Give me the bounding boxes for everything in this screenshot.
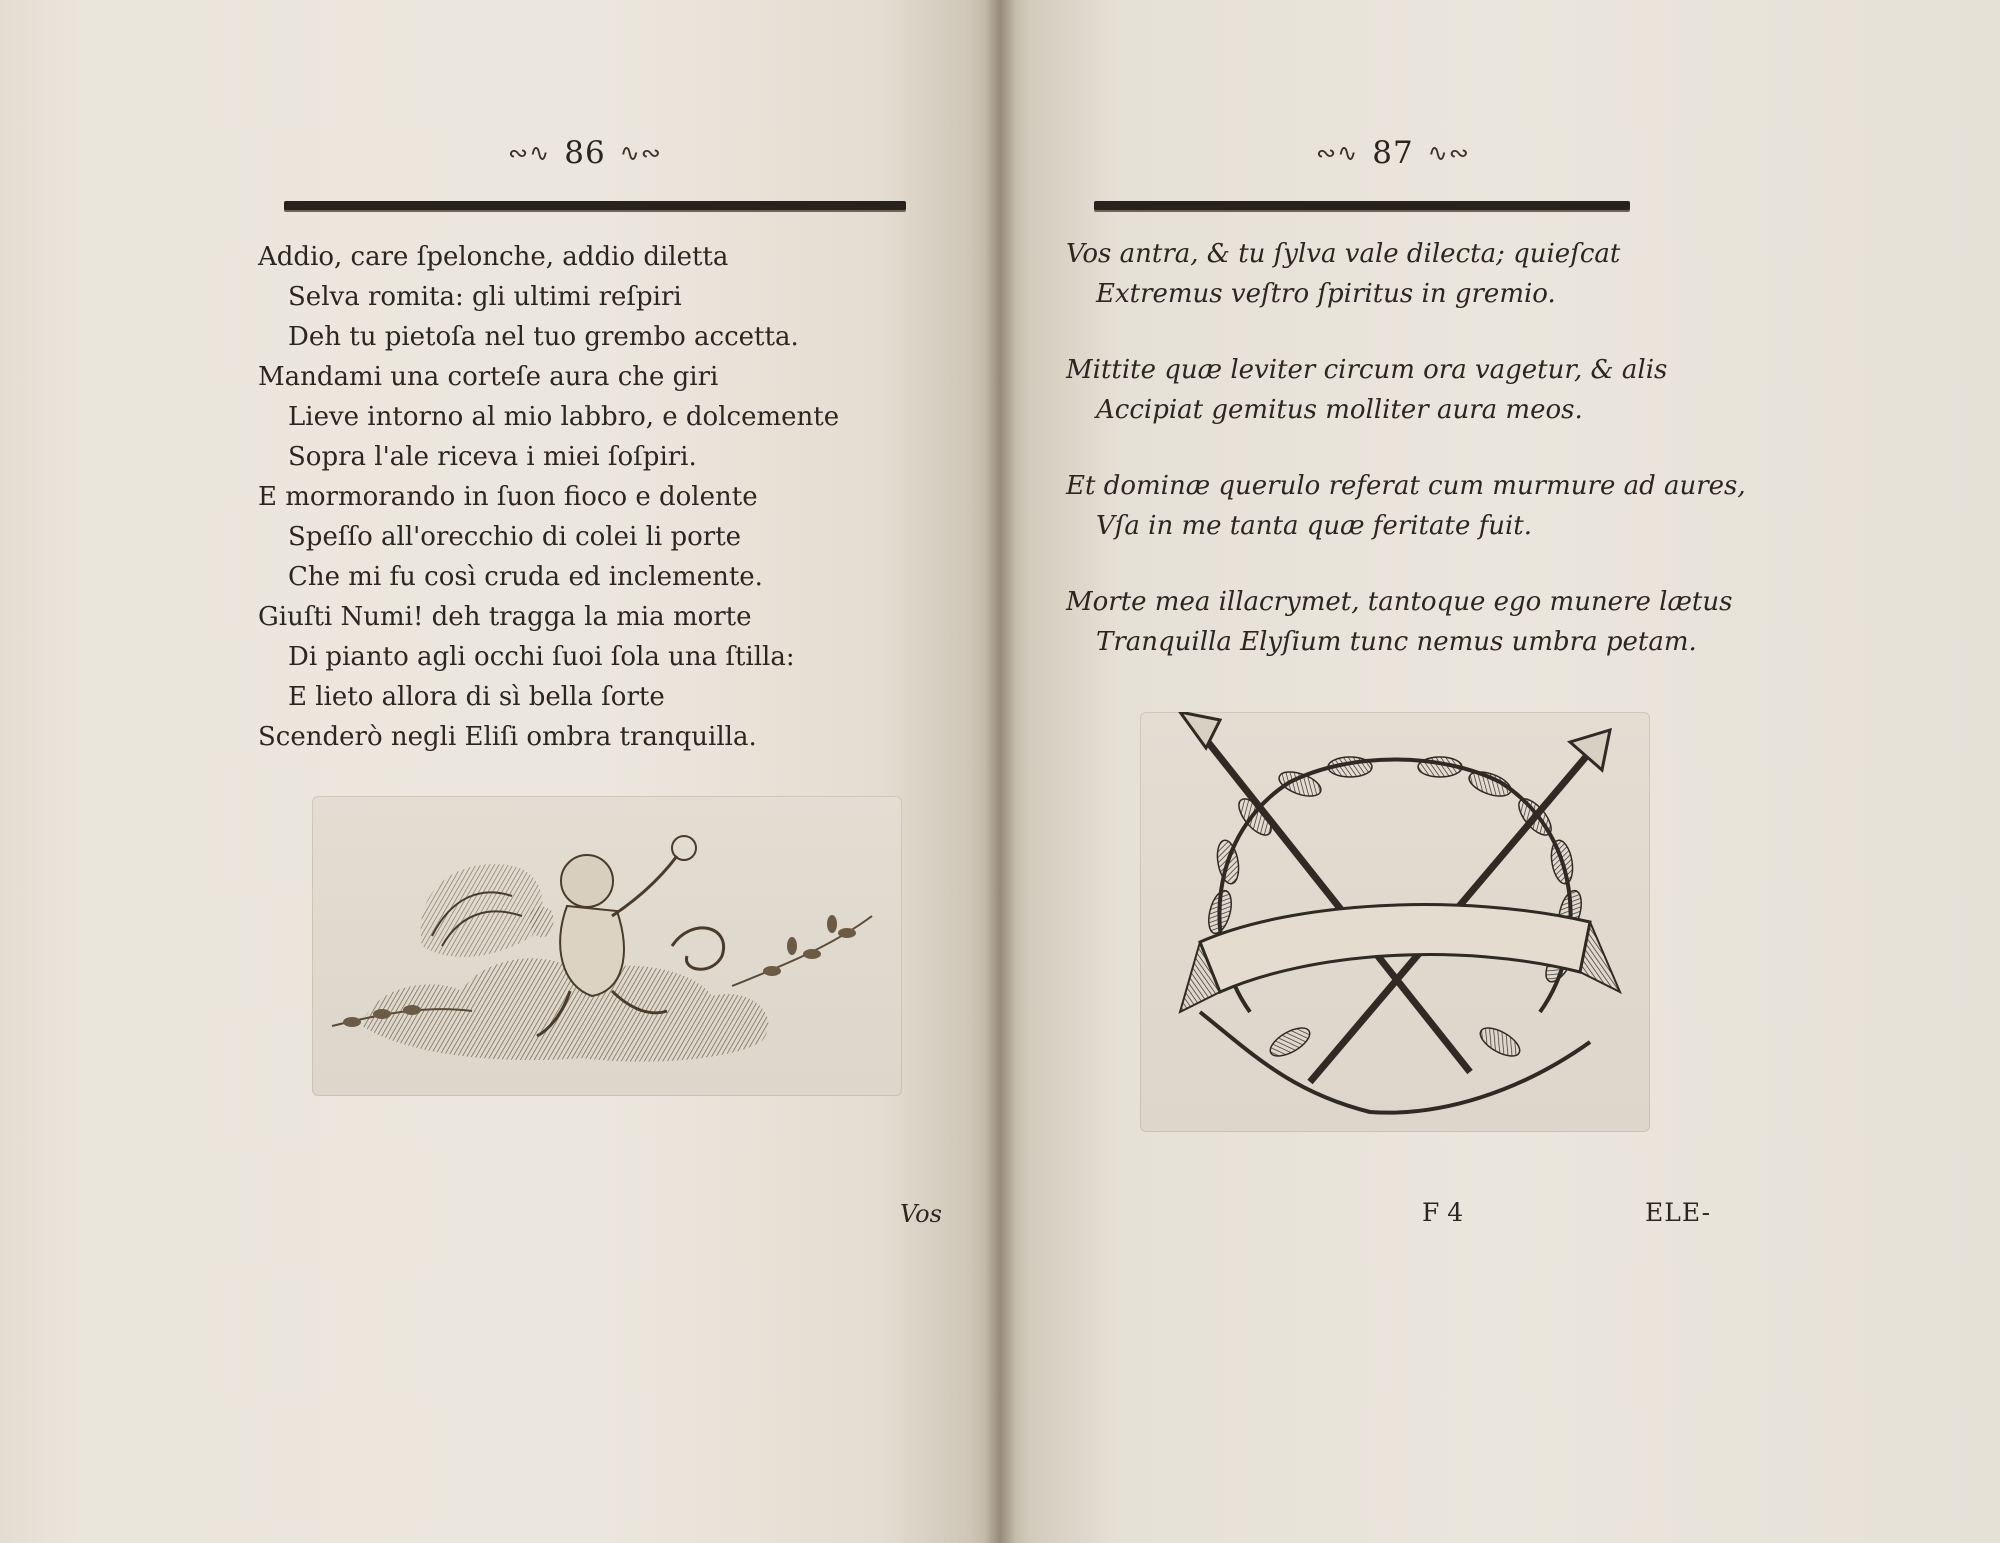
verse-line: Scenderò negli Eliſi ombra tranquilla. — [258, 722, 757, 752]
left-running-head — [508, 135, 662, 171]
verse-line: Morte mea illacrymet, tantoque ego munere lætus — [1066, 587, 1733, 617]
book-gutter — [985, 0, 1015, 1543]
verse-line: Sopra l'ale riceva i miei ſoſpiri. — [288, 442, 697, 472]
verse-line: Che mi fu così cruda ed inclemente. — [288, 562, 763, 592]
signature-mark: F 4 — [1422, 1198, 1464, 1227]
stanza — [258, 597, 839, 717]
stanza — [258, 477, 839, 597]
right-running-head — [1316, 135, 1470, 171]
left-page-number: 86 — [564, 135, 606, 171]
verse-line: Mandami una corteſe aura che giri — [258, 362, 719, 392]
left-verses — [258, 237, 839, 757]
stanza — [258, 237, 839, 357]
right-verses — [1066, 234, 1746, 698]
verse-line: Extremus veſtro ſpiritus in gremio. — [1096, 279, 1556, 309]
stanza — [1066, 234, 1746, 314]
stanza — [258, 717, 839, 757]
stanza — [1066, 466, 1746, 546]
stanza — [1066, 350, 1746, 430]
left-head-ornament-icon: ∾∿ — [1316, 139, 1359, 167]
trumpets-and-laurel-wreath-vignette-icon — [1140, 712, 1650, 1132]
right-head-rule — [1094, 201, 1630, 210]
left-illustration-plate — [312, 796, 902, 1096]
right-catchword: ELE- — [1645, 1198, 1712, 1227]
verse-line: Di pianto agli occhi ſuoi ſola una ſtilla: — [288, 642, 795, 672]
right-page — [1000, 0, 2000, 1543]
verse-line: E mormorando in ſuon fioco e dolente — [258, 482, 758, 512]
left-head-ornament-icon: ∾∿ — [508, 139, 551, 167]
verse-line: Selva romita: gli ultimi reſpiri — [288, 282, 682, 312]
right-head-ornament-icon: ∿∾ — [619, 139, 662, 167]
verse-line: Vſa in me tanta quæ feritate fuit. — [1096, 511, 1532, 541]
left-head-rule — [284, 201, 906, 210]
verse-line: E lieto allora di sì bella ſorte — [288, 682, 665, 712]
verse-line: Et dominæ querulo referat cum murmure ad aures, — [1066, 471, 1746, 501]
verse-line: Lieve intorno al mio labbro, e dolcemente — [288, 402, 840, 432]
right-page-number: 87 — [1372, 135, 1414, 171]
verse-line: Deh tu pietoſa nel tuo grembo accetta. — [288, 322, 799, 352]
verse-line: Addio, care ſpelonche, addio diletta — [258, 242, 729, 272]
stanza — [258, 357, 839, 477]
verse-line: Vos antra, & tu ſylva vale dilecta; quieſcat — [1066, 239, 1621, 269]
right-head-ornament-icon: ∿∾ — [1427, 139, 1470, 167]
verse-line: Accipiat gemitus molliter aura meos. — [1096, 395, 1583, 425]
right-illustration-plate — [1140, 712, 1650, 1132]
verse-line: Speſſo all'orecchio di colei li porte — [288, 522, 742, 552]
verse-line: Tranquilla Elyſium tunc nemus umbra petam. — [1096, 627, 1697, 657]
stanza — [1066, 582, 1746, 662]
left-catchword: Vos — [900, 1200, 942, 1228]
verse-line: Giuſti Numi! deh tragga la mia morte — [258, 602, 752, 632]
cherub-on-cloud-vignette-icon — [312, 796, 902, 1096]
verse-line: Mittite quæ leviter circum ora vagetur, & alis — [1066, 355, 1668, 385]
